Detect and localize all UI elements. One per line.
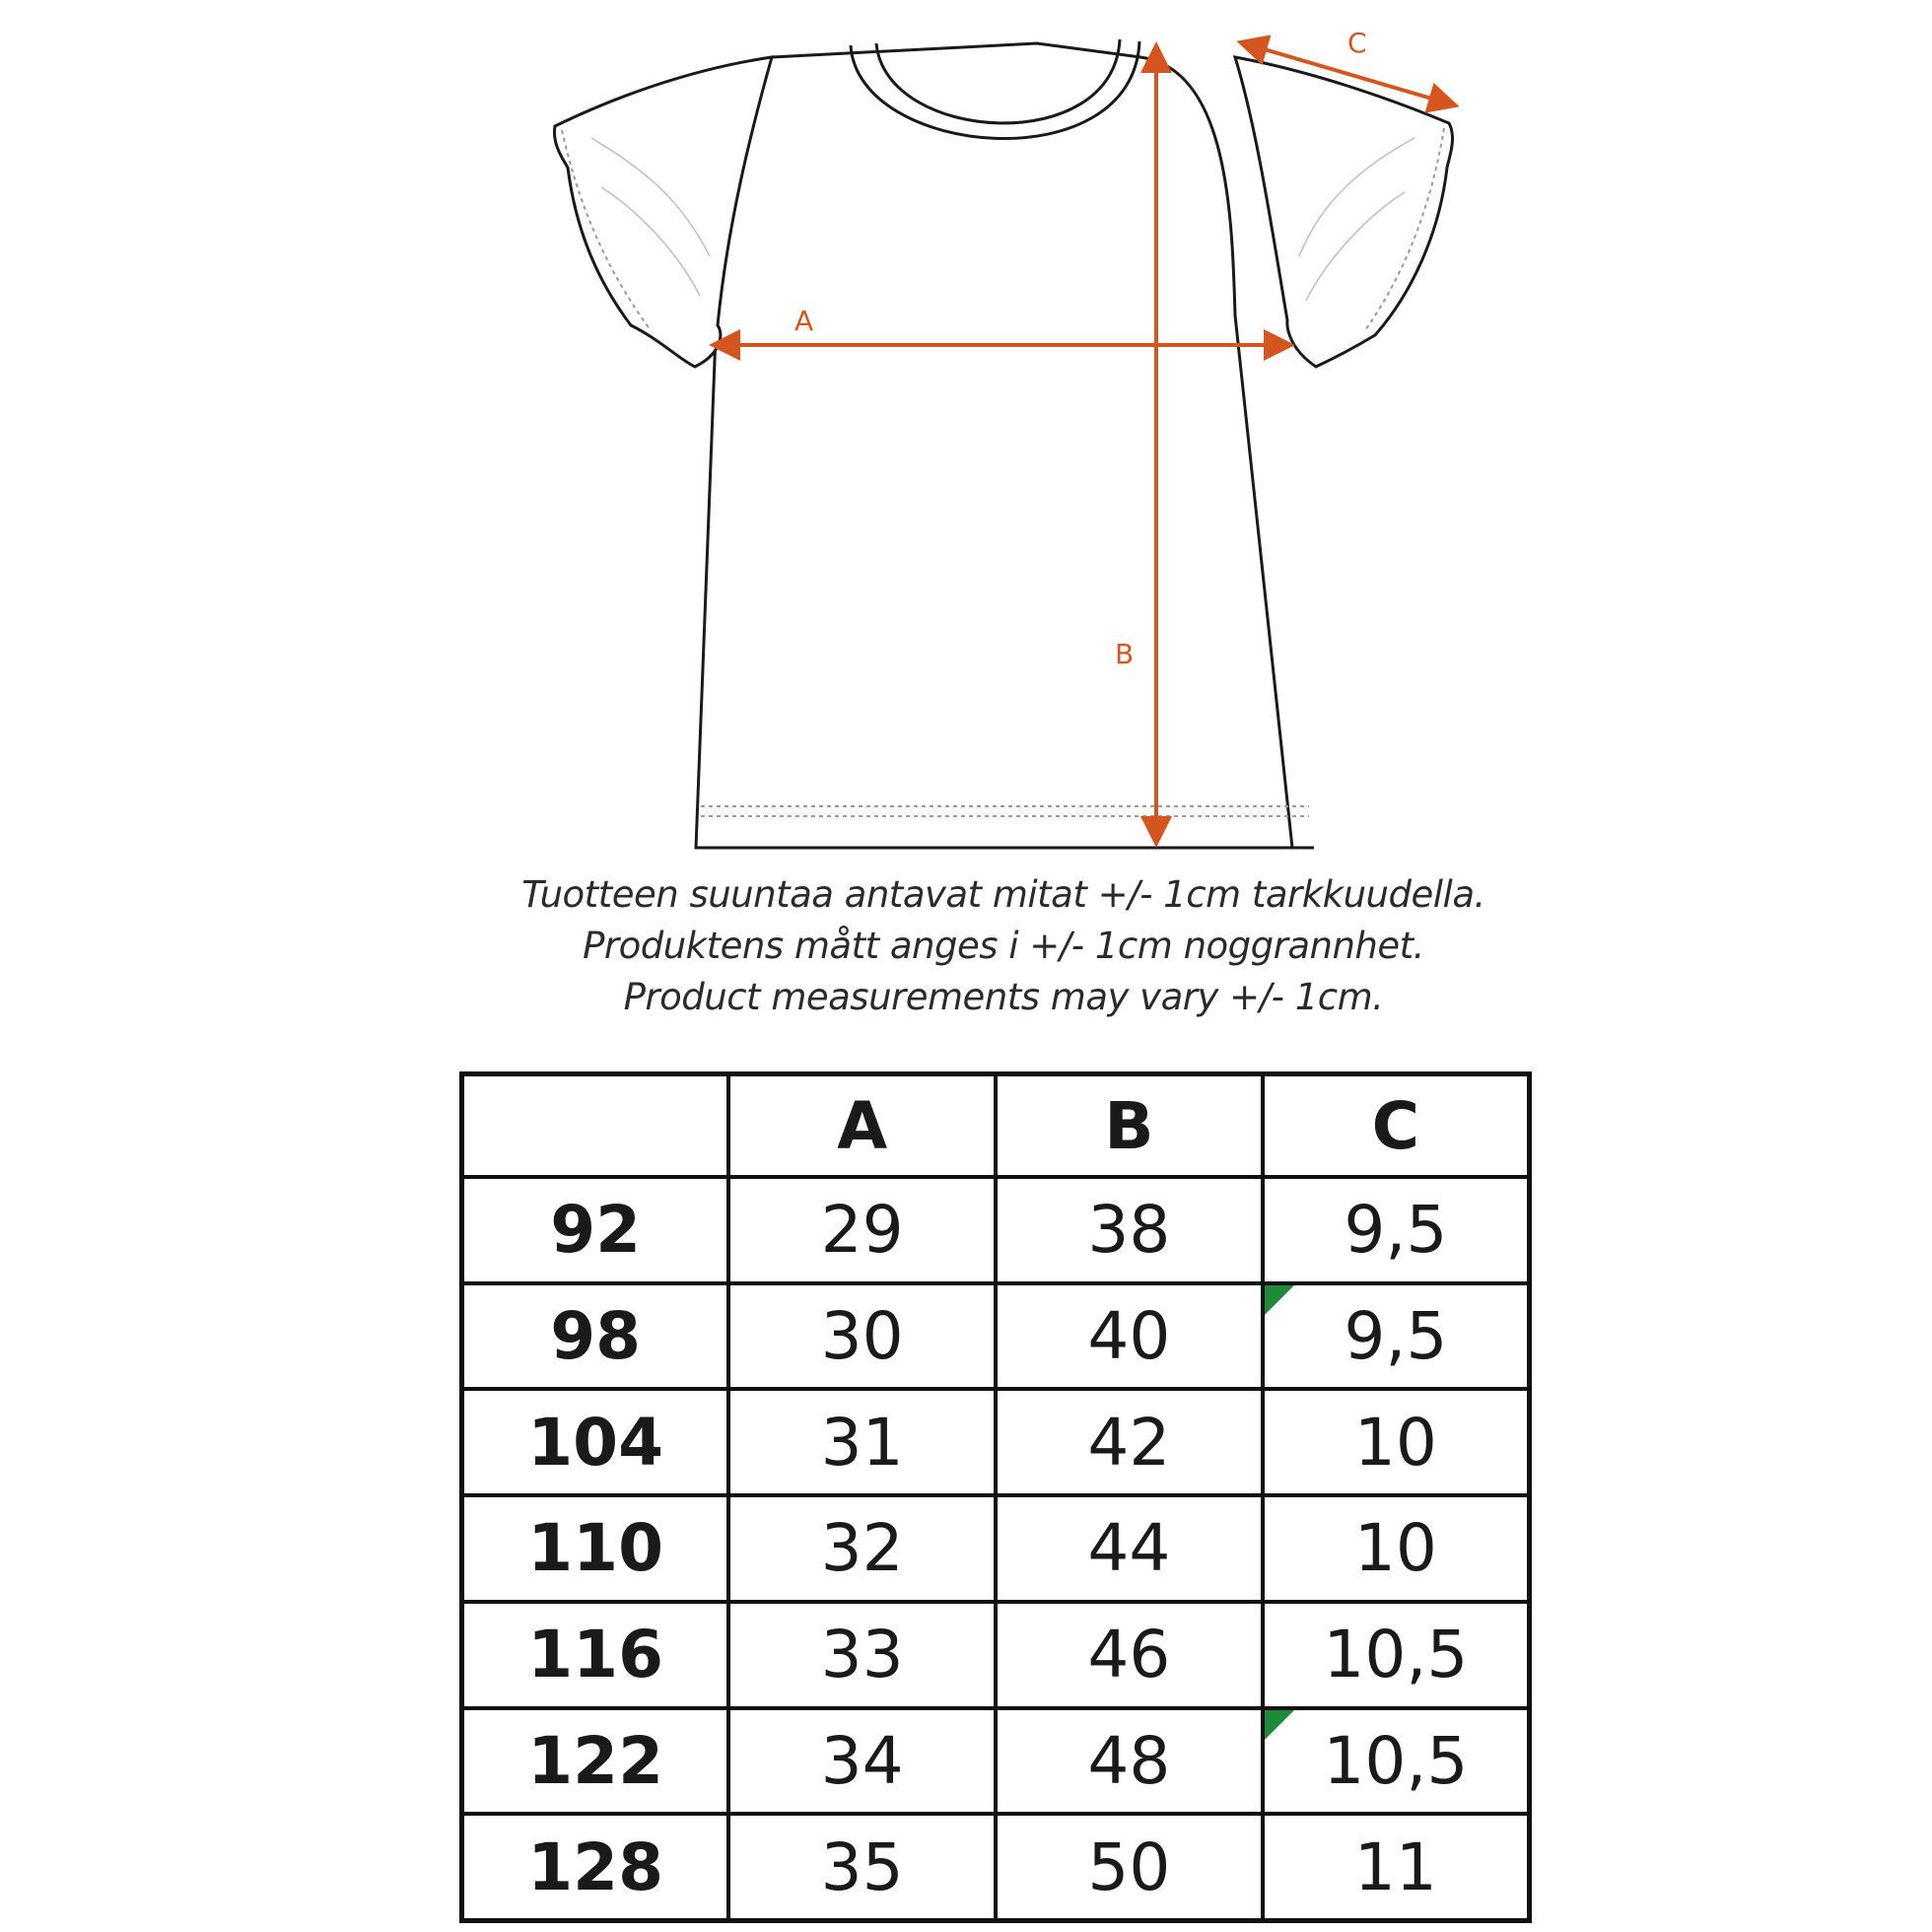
header-corner [462, 1074, 729, 1178]
value-a-cell: 33 [728, 1602, 996, 1708]
size-cell: 116 [462, 1602, 729, 1708]
value-c-cell: 10,5 [1263, 1602, 1530, 1708]
size-cell: 122 [462, 1708, 729, 1815]
dimension-c-label: C [1347, 27, 1367, 59]
table-row [462, 1389, 1530, 1495]
size-cell: 98 [462, 1283, 729, 1390]
note-finnish: Tuotteen suuntaa antavat mitat +/- 1cm tarkkuudella. [521, 873, 1485, 916]
table-row [462, 1602, 1530, 1708]
value-b-cell: 40 [996, 1283, 1263, 1390]
value-a-cell: 29 [728, 1177, 996, 1283]
header-b: B [996, 1074, 1263, 1178]
note-english: Product measurements may vary +/- 1cm. [623, 976, 1384, 1018]
value-b-cell: 50 [996, 1814, 1263, 1920]
right-sleeve [1235, 57, 1452, 367]
value-c-cell: 9,5 [1263, 1177, 1530, 1283]
size-cell: 104 [462, 1389, 729, 1495]
value-b-cell: 38 [996, 1177, 1263, 1283]
table-row [462, 1177, 1530, 1283]
value-c-cell: 10 [1263, 1495, 1530, 1602]
table-header-row [462, 1074, 1530, 1178]
header-c: C [1263, 1074, 1530, 1178]
value-c-cell: 10 [1263, 1389, 1530, 1495]
value-b-cell: 42 [996, 1389, 1263, 1495]
size-cell: 128 [462, 1814, 729, 1920]
value-a-cell: 34 [728, 1708, 996, 1815]
size-cell: 110 [462, 1495, 729, 1602]
shirt-body-outline [696, 43, 1314, 848]
value-c-cell: 11 [1263, 1814, 1530, 1920]
dimension-b-label: B [1115, 638, 1135, 670]
value-b-cell: 46 [996, 1602, 1263, 1708]
value-a-cell: 30 [728, 1283, 996, 1390]
header-a: A [728, 1074, 996, 1178]
note-swedish: Produktens mått anges i +/- 1cm noggrannhet. [583, 925, 1424, 967]
value-c-cell: 9,5 [1263, 1283, 1530, 1390]
size-cell: 92 [462, 1177, 729, 1283]
value-b-cell: 44 [996, 1495, 1263, 1602]
value-a-cell: 32 [728, 1495, 996, 1602]
table-row [462, 1814, 1530, 1920]
table-row [462, 1708, 1530, 1815]
table-row [462, 1283, 1530, 1390]
value-b-cell: 48 [996, 1708, 1263, 1815]
value-a-cell: 35 [728, 1814, 996, 1920]
value-a-cell: 31 [728, 1389, 996, 1495]
table-row [462, 1495, 1530, 1602]
size-table [459, 1071, 1532, 1923]
value-c-cell: 10,5 [1263, 1708, 1530, 1815]
dimension-a-label: A [794, 305, 814, 337]
